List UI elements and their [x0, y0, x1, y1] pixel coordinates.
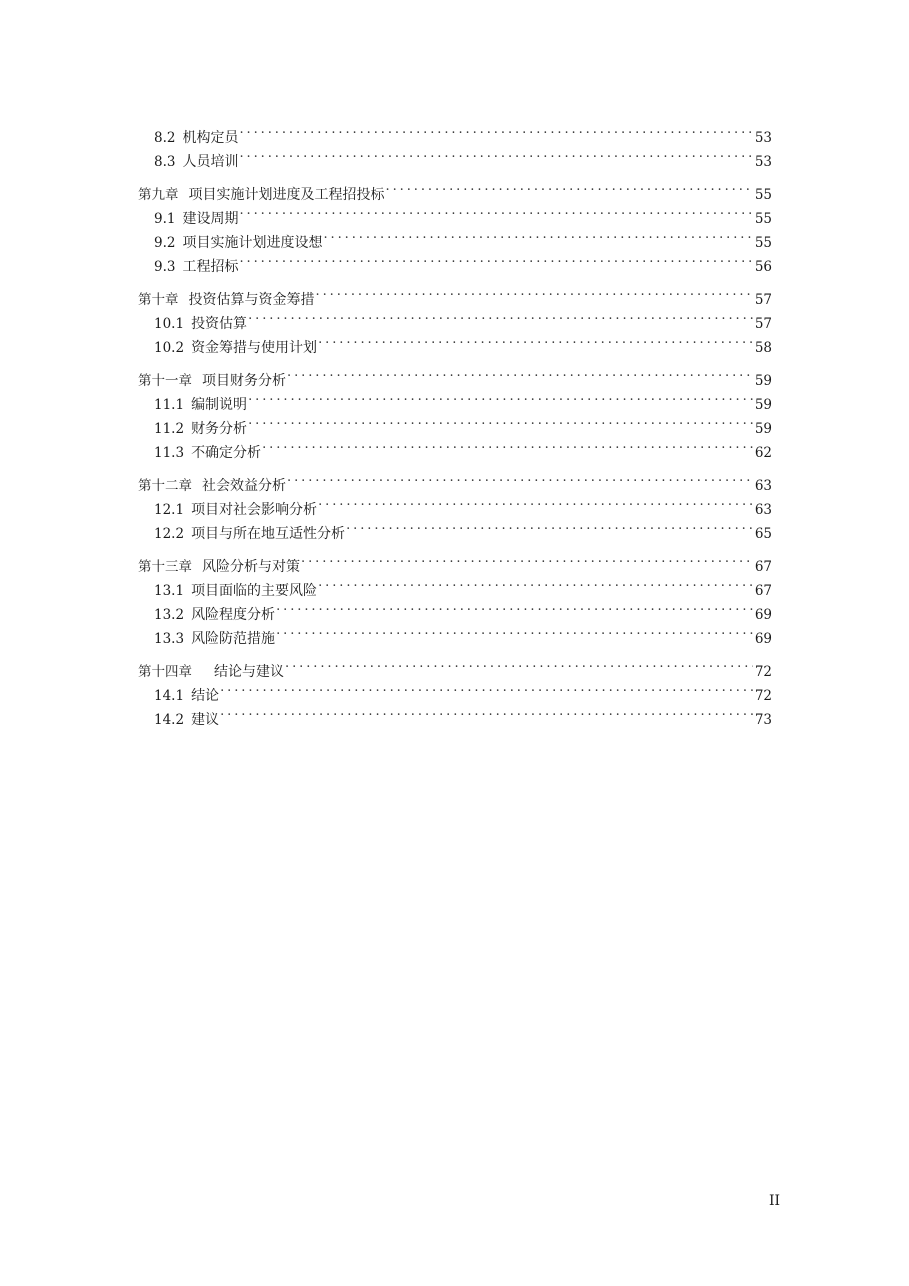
toc-chapter-entry[interactable] [138, 547, 772, 575]
entry-title: 结论与建议 [214, 664, 284, 680]
entry-number: 第十二章 [138, 478, 192, 494]
entry-title: 项目财务分析 [202, 373, 286, 389]
dot-leader [275, 619, 753, 643]
dot-leader [317, 490, 753, 514]
entry-number: 11.2 [154, 421, 185, 437]
dot-leader [385, 175, 753, 199]
entry-title: 人员培训 [182, 154, 239, 170]
entry-title: 财务分析 [191, 421, 248, 437]
dot-leader [247, 385, 753, 409]
entry-page-number: 63 [754, 502, 772, 518]
entry-title: 机构定员 [182, 130, 239, 146]
entry-number: 10.1 [154, 316, 185, 332]
dot-leader [238, 142, 752, 166]
entry-number: 第十章 [138, 292, 179, 308]
entry-title: 不确定分析 [191, 445, 262, 461]
entry-page-number: 65 [754, 526, 772, 542]
entry-number: 9.2 [154, 235, 176, 251]
entry-page-number: 63 [754, 478, 772, 494]
entry-number: 第十四章 [138, 664, 192, 680]
entry-page-number: 67 [754, 583, 772, 599]
entry-number: 13.3 [154, 631, 185, 647]
dot-leader [317, 328, 753, 352]
entry-page-number: 59 [754, 397, 772, 413]
toc-chapter-entry[interactable] [138, 280, 772, 308]
entry-title: 项目与所在地互适性分析 [191, 526, 346, 542]
entry-title: 建设周期 [182, 211, 239, 227]
dot-leader [345, 514, 753, 538]
entry-page-number: 55 [754, 187, 772, 203]
dot-leader [219, 700, 753, 724]
entry-page-number: 73 [754, 712, 772, 728]
entry-title: 结论 [191, 688, 220, 704]
entry-page-number: 55 [754, 235, 772, 251]
entry-page-number: 67 [754, 559, 772, 575]
entry-page-number: 69 [754, 631, 772, 647]
entry-page-number: 72 [754, 688, 772, 704]
entry-title: 项目对社会影响分析 [191, 502, 318, 518]
entry-title: 投资估算与资金筹措 [188, 292, 315, 308]
entry-page-number: 59 [754, 373, 772, 389]
dot-leader [247, 409, 753, 433]
dot-leader [275, 595, 753, 619]
dot-leader [238, 199, 752, 223]
dot-leader [315, 280, 753, 304]
entry-page-number: 55 [754, 211, 772, 227]
entry-number: 8.2 [154, 130, 176, 146]
dot-leader [261, 433, 753, 457]
entry-title: 建议 [191, 712, 220, 728]
entry-title: 项目实施计划进度及工程招投标 [188, 187, 385, 203]
dot-leader [317, 571, 753, 595]
entry-number: 13.2 [154, 607, 185, 623]
entry-title: 工程招标 [182, 259, 239, 275]
toc-section-entry[interactable] [138, 700, 772, 728]
entry-page-number: 58 [754, 340, 772, 356]
toc-section-entry[interactable] [138, 118, 772, 146]
dot-leader [247, 304, 753, 328]
entry-title: 风险分析与对策 [202, 559, 300, 575]
dot-leader [284, 652, 753, 676]
entry-number: 第九章 [138, 187, 179, 203]
entry-page-number: 59 [754, 421, 772, 437]
entry-page-number: 56 [754, 259, 772, 275]
dot-leader [300, 547, 753, 571]
entry-page-number: 72 [754, 664, 772, 680]
entry-number: 9.3 [154, 259, 176, 275]
dot-leader [286, 466, 753, 490]
entry-page-number: 69 [754, 607, 772, 623]
toc-chapter-entry[interactable] [138, 652, 772, 680]
entry-page-number: 62 [754, 445, 772, 461]
table-of-contents [138, 118, 772, 728]
entry-page-number: 53 [754, 130, 772, 146]
dot-leader [238, 247, 752, 271]
entry-title: 编制说明 [191, 397, 248, 413]
entry-title: 风险程度分析 [191, 607, 276, 623]
entry-number: 10.2 [154, 340, 185, 356]
entry-title: 项目面临的主要风险 [191, 583, 318, 599]
entry-number: 9.1 [154, 211, 176, 227]
entry-page-number: 57 [754, 292, 772, 308]
toc-chapter-entry[interactable] [138, 466, 772, 494]
page-number: II [769, 1193, 781, 1209]
entry-number: 13.1 [154, 583, 185, 599]
toc-section-entry[interactable] [138, 676, 772, 704]
entry-number: 第十三章 [138, 559, 192, 575]
entry-number: 11.1 [154, 397, 185, 413]
dot-leader [286, 361, 753, 385]
entry-number: 第十一章 [138, 373, 192, 389]
entry-title: 资金筹措与使用计划 [191, 340, 318, 356]
entry-page-number: 57 [754, 316, 772, 332]
entry-title: 投资估算 [191, 316, 248, 332]
entry-title: 社会效益分析 [202, 478, 286, 494]
entry-number: 14.1 [154, 688, 185, 704]
toc-chapter-entry[interactable] [138, 175, 772, 203]
entry-number: 8.3 [154, 154, 176, 170]
dot-leader [238, 118, 752, 142]
entry-number: 12.2 [154, 526, 185, 542]
entry-title: 项目实施计划进度设想 [182, 235, 323, 251]
entry-number: 11.3 [154, 445, 185, 461]
dot-leader [322, 223, 752, 247]
entry-number: 14.2 [154, 712, 185, 728]
toc-chapter-entry[interactable] [138, 361, 772, 389]
entry-number: 12.1 [154, 502, 185, 518]
dot-leader [219, 676, 753, 700]
entry-page-number: 53 [754, 154, 772, 170]
entry-title: 风险防范措施 [191, 631, 276, 647]
